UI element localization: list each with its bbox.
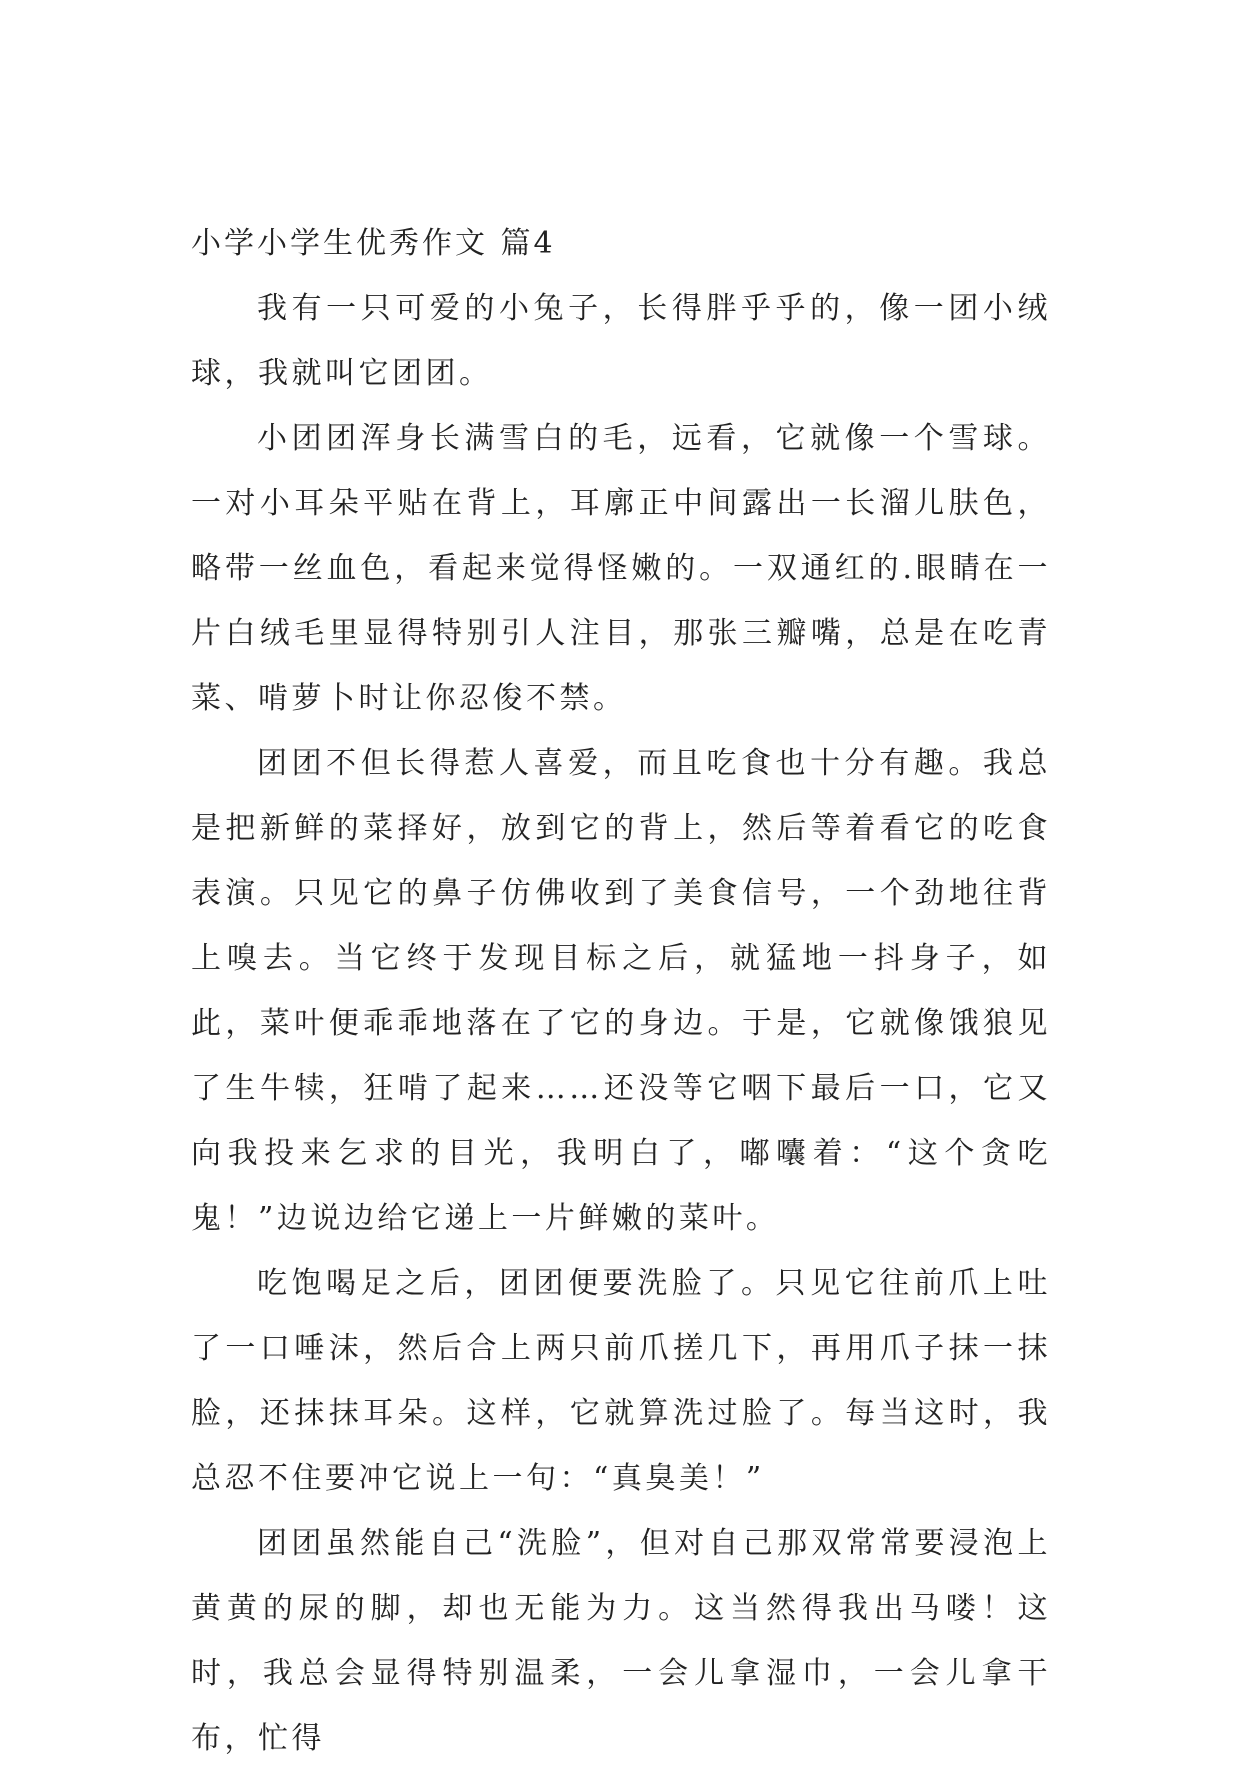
- document-title: 小学小学生优秀作文 篇4: [191, 226, 556, 261]
- paragraph-3: 团团不但长得惹人喜爱，而且吃食也十分有趣。我总是把新鲜的菜择好，放到它的背上，然后等着看它的吃食表演。只见它的鼻子仿佛收到了美食信号，一个劲地往背上嗅去。当它终于发现目标之后，就猛地一抖身子，如此，菜叶便乖乖地落在了它的身边。于是，它就像饿狼见了生牛犊，狂啃了起来……还没等它咽下最后一口，它又向我投来乞求的目光，我明白了，嘟囔着：“这个贪吃鬼！”边说边给它递上一片鲜嫩的菜叶。: [191, 746, 1051, 1236]
- paragraph-5: 团团虽然能自己“洗脸”，但对自己那双常常要浸泡上黄黄的尿的脚，却也无能为力。这当然得我出马喽！这时，我总会显得特别温柔，一会儿拿湿巾，一会儿拿干布，忙得: [191, 1526, 1051, 1756]
- paragraph-2: 小团团浑身长满雪白的毛，远看，它就像一个雪球。一对小耳朵平贴在背上，耳廓正中间露出一长溜儿肤色，略带一丝血色，看起来觉得怪嫩的。一双通红的.眼睛在一片白绒毛里显得特别引人注目，那张三瓣嘴，总是在吃青菜、啃萝卜时让你忍俊不禁。: [191, 421, 1051, 716]
- document-body: [191, 220, 1051, 1771]
- paragraph-1: 我有一只可爱的小兔子，长得胖乎乎的，像一团小绒球，我就叫它团团。: [191, 291, 1051, 391]
- paragraph-4: 吃饱喝足之后，团团便要洗脸了。只见它往前爪上吐了一口唾沫，然后合上两只前爪搓几下，再用爪子抹一抹脸，还抹抹耳朵。这样，它就算洗过脸了。每当这时，我总忍不住要冲它说上一句：“真臭美！”: [191, 1266, 1051, 1496]
